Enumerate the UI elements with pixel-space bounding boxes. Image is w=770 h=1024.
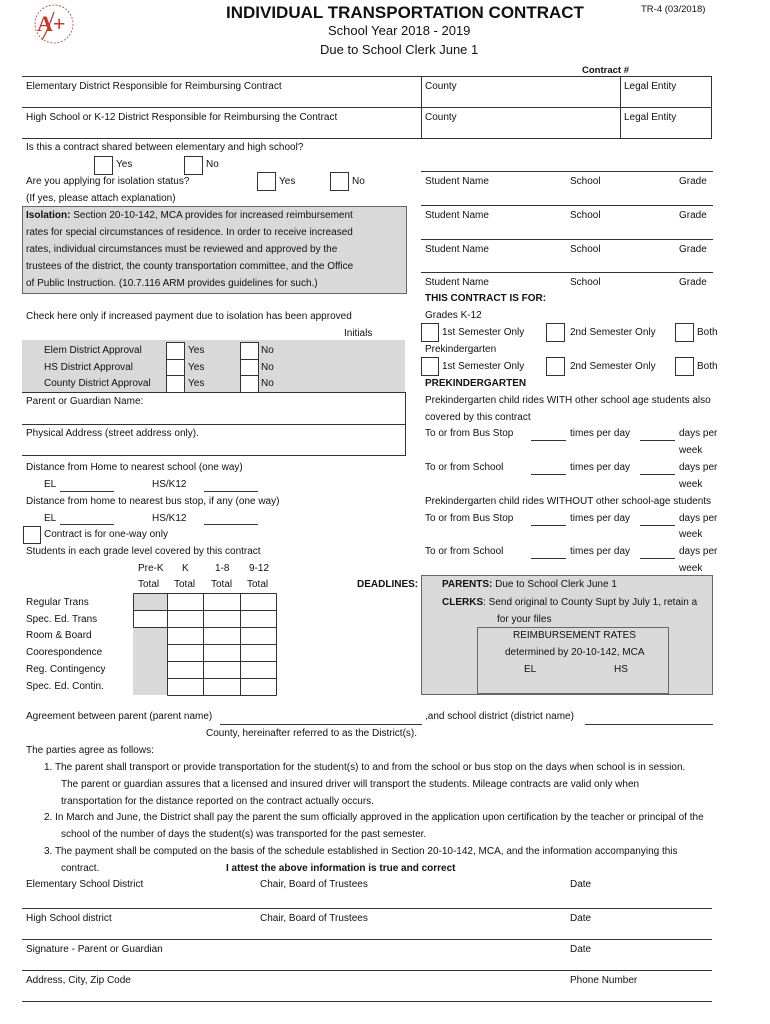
hs-approval-yes-label: Yes <box>188 362 205 373</box>
without-school-times-label: times per day <box>570 546 631 557</box>
isolation-text-1: Isolation: Section 20-10-142, MCA provides for increased reimbursement <box>26 210 353 221</box>
without-bus-stop-times-field[interactable] <box>531 525 566 526</box>
hs-county-label: County <box>425 112 457 123</box>
distance-school-hs-label: HS/K12 <box>152 479 187 490</box>
row-spec-ed-trans: Spec. Ed. Trans <box>26 614 98 625</box>
prek-with-line1: Prekindergarten child rides WITH other school age students also <box>425 395 711 406</box>
school-year: School Year 2018 - 2019 <box>328 23 471 38</box>
student-name-2: Student Name <box>425 210 489 221</box>
logo-mark: A+ <box>37 11 66 36</box>
col-k: K <box>182 563 189 574</box>
attest-statement: I attest the above information is true and correct <box>226 863 456 874</box>
row-regular-trans: Regular Trans <box>26 597 89 608</box>
k12-sem1-label: 1st Semester Only <box>442 327 525 338</box>
sig-line-4[interactable] <box>22 1001 712 1002</box>
without-bus-stop-days-field[interactable] <box>640 525 675 526</box>
without-bus-stop-times-label: times per day <box>570 513 631 524</box>
shared-yes-label: Yes <box>116 159 133 170</box>
agreement-parent-field[interactable] <box>220 724 422 725</box>
elem-legal-entity-label: Legal Entity <box>624 81 677 92</box>
col-1-8-total: Total <box>211 579 233 590</box>
parent-name-label: Parent or Guardian Name: <box>26 396 144 407</box>
elem-county-label: County <box>425 81 457 92</box>
rate-hs-label: HS <box>614 664 628 675</box>
agreement-county-label: County, hereinafter referred to as the District(s). <box>206 728 418 739</box>
without-school-week-label: week <box>679 563 703 574</box>
agreement-district-field[interactable] <box>585 724 713 725</box>
distance-bus-hs-label: HS/K12 <box>152 513 187 524</box>
clause-3a: 3. The payment shall be computed on the basis of the schedule established in Section 20-10-142, MCA, and the information accompanying this <box>44 846 678 857</box>
prek-sem1-label: 1st Semester Only <box>442 361 525 372</box>
isolation-text-5: of Public Instruction. (10.7.116 ARM provides guidelines for such.) <box>26 278 318 289</box>
without-school-times-field[interactable] <box>531 558 566 559</box>
sig-hs-district-label: High School district <box>26 913 112 924</box>
elem-approval-yes-checkbox[interactable] <box>166 342 185 360</box>
county-approval-no-checkbox[interactable] <box>240 375 259 393</box>
with-bus-stop-times-field[interactable] <box>531 440 566 441</box>
form-title: INDIVIDUAL TRANSPORTATION CONTRACT <box>226 3 584 22</box>
without-bus-stop-days-label: days per <box>679 513 718 524</box>
sig-elem-date-label: Date <box>570 879 592 890</box>
student-school-3: School <box>570 244 601 255</box>
form-code: TR-4 (03/2018) <box>641 4 706 15</box>
student-name-4: Student Name <box>425 277 489 288</box>
with-school-label: To or from School <box>425 462 504 473</box>
prek-sem2-checkbox[interactable] <box>546 357 565 376</box>
grades-k12-label: Grades K-12 <box>425 310 482 321</box>
row-correspondence: Coorespondence <box>26 647 103 658</box>
initials-label: Initials <box>344 328 373 339</box>
k12-sem2-label: 2nd Semester Only <box>570 327 656 338</box>
distance-school-hs-field[interactable] <box>204 491 258 492</box>
hs-approval-label: HS District Approval <box>44 362 133 373</box>
col-prek-total: Total <box>138 579 160 590</box>
without-school-label: To or from School <box>425 546 504 557</box>
sig-parent-label: Signature - Parent or Guardian <box>26 944 163 955</box>
county-approval-yes-checkbox[interactable] <box>166 375 185 393</box>
physical-address-label: Physical Address (street address only). <box>26 428 199 439</box>
deadlines-label: DEADLINES: <box>357 579 419 590</box>
prek-without-label: Prekindergarten child rides WITHOUT other school-age students <box>425 496 712 507</box>
distance-school-el-field[interactable] <box>60 491 114 492</box>
student-line-3[interactable] <box>421 239 713 240</box>
contract-number-label: Contract # <box>582 65 629 76</box>
county-approval-no-label: No <box>261 378 274 389</box>
rate-el-label: EL <box>524 664 537 675</box>
agreement-parent-label: Agreement between parent (parent name) <box>26 711 213 722</box>
student-grade-2: Grade <box>679 210 707 221</box>
distance-bus-hs-field[interactable] <box>204 524 258 525</box>
col-9-12-total: Total <box>247 579 269 590</box>
without-school-days-label: days per <box>679 546 718 557</box>
prek-sem2-label: 2nd Semester Only <box>570 361 656 372</box>
contract-for-title: THIS CONTRACT IS FOR: <box>425 293 547 304</box>
sig-hs-date-label: Date <box>570 913 592 924</box>
sig-elem-district-label: Elementary School District <box>26 879 144 890</box>
prek-label: Prekindergarten <box>425 344 497 355</box>
with-bus-stop-days-field[interactable] <box>640 440 675 441</box>
sig-line-1[interactable] <box>22 908 712 909</box>
elem-approval-label: Elem District Approval <box>44 345 142 356</box>
prek-both-checkbox[interactable] <box>675 357 694 376</box>
col-k-total: Total <box>174 579 196 590</box>
hs-legal-entity-label: Legal Entity <box>624 112 677 123</box>
address-city-zip-label: Address, City, Zip Code <box>26 975 131 986</box>
with-school-times-field[interactable] <box>531 474 566 475</box>
isolation-text-4: trustees of the district, the county transportation committee, and the Office <box>26 261 354 272</box>
enrollment-grid[interactable] <box>133 593 277 696</box>
isolation-text-3: rates, individual circumstances must be reviewed and approved by the <box>26 244 338 255</box>
sig-parent-date-label: Date <box>570 944 592 955</box>
student-line-2[interactable] <box>421 205 713 206</box>
elem-district-label: Elementary District Responsible for Reimbursing Contract <box>26 81 282 92</box>
sig-hs-chair-label: Chair, Board of Trustees <box>260 913 368 924</box>
col-1-8: 1-8 <box>215 563 230 574</box>
distance-school-el-label: EL <box>44 479 57 490</box>
row-room-board: Room & Board <box>26 630 92 641</box>
student-school-1: School <box>570 176 601 187</box>
isolation-check-here: Check here only if increased payment due to isolation has been approved <box>26 311 352 322</box>
without-bus-stop-label: To or from Bus Stop <box>425 513 514 524</box>
deadline-parents: PARENTS: Due to School Clerk June 1 <box>442 579 617 590</box>
isolation-yes-label: Yes <box>279 176 296 187</box>
student-grade-4: Grade <box>679 277 707 288</box>
hs-approval-no-label: No <box>261 362 274 373</box>
sig-line-2[interactable] <box>22 939 712 940</box>
with-school-times-label: times per day <box>570 462 631 473</box>
with-bus-stop-times-label: times per day <box>570 428 631 439</box>
elem-approval-no-label: No <box>261 345 274 356</box>
students-each-grade-label: Students in each grade level covered by this contract <box>26 546 261 557</box>
distance-bus-el-label: EL <box>44 513 57 524</box>
k12-sem2-checkbox[interactable] <box>546 323 565 342</box>
prek-both-label: Both <box>697 361 718 372</box>
distance-bus-el-field[interactable] <box>60 524 114 525</box>
parties-agree-label: The parties agree as follows: <box>26 745 154 756</box>
student-school-4: School <box>570 277 601 288</box>
col-prek: Pre-K <box>138 563 164 574</box>
elem-approval-yes-label: Yes <box>188 345 205 356</box>
prekindergarten-title: PREKINDERGARTEN <box>425 378 527 389</box>
prek-sem1-checkbox[interactable] <box>421 357 439 376</box>
student-school-2: School <box>570 210 601 221</box>
with-school-week-label: week <box>679 479 703 490</box>
k12-sem1-checkbox[interactable] <box>421 323 439 342</box>
isolation-question: Are you applying for isolation status? <box>26 176 190 187</box>
shared-yes-checkbox[interactable] <box>94 156 113 175</box>
prek-with-line2: covered by this contract <box>425 412 531 423</box>
reimbursement-rates-determined: determined by 20-10-142, MCA <box>505 647 645 658</box>
county-approval-label: County District Approval <box>44 378 151 389</box>
student-grade-3: Grade <box>679 244 707 255</box>
shared-question: Is this a contract shared between elementary and high school? <box>26 142 304 153</box>
elem-approval-no-checkbox[interactable] <box>240 342 259 360</box>
clause-1a: 1. The parent shall transport or provide transportation for the student(s) to and from the school or bus stop on the days when school is in session. <box>44 762 686 773</box>
agreement-district-label: ,and school district (district name) <box>425 711 574 722</box>
clause-1b: The parent or guardian assures that a licensed and insured driver will transport the students. Mileage contracts are valid only when <box>61 779 640 790</box>
student-line-4[interactable] <box>421 272 713 273</box>
student-name-1: Student Name <box>425 176 489 187</box>
sig-line-3[interactable] <box>22 970 712 971</box>
isolation-no-checkbox[interactable] <box>330 172 349 191</box>
deadline-clerks: CLERKS: Send original to County Supt by July 1, retain a <box>442 597 698 608</box>
deadline-files: for your files <box>497 614 552 625</box>
without-school-days-field[interactable] <box>640 558 675 559</box>
without-bus-stop-week-label: week <box>679 529 703 540</box>
clause-1c: transportation for the distance reported on the contract actually occurs. <box>61 796 374 807</box>
one-way-checkbox[interactable] <box>23 526 41 544</box>
due-date: Due to School Clerk June 1 <box>320 42 479 57</box>
isolation-attach-note: (If yes, please attach explanation) <box>26 193 176 204</box>
distance-school-label: Distance from Home to nearest school (one way) <box>26 462 243 473</box>
one-way-label: Contract is for one-way only <box>44 529 168 540</box>
clause-2b: school of the number of days the student(s) was transported for the past semester. <box>61 829 427 840</box>
row-reg-contingency: Reg. Contingency <box>26 664 106 675</box>
with-school-days-field[interactable] <box>640 474 675 475</box>
clause-3b: contract. <box>61 863 100 874</box>
col-9-12: 9-12 <box>249 563 270 574</box>
shared-no-checkbox[interactable] <box>184 156 203 175</box>
reimbursement-rates-title: REIMBURSEMENT RATES <box>513 630 636 641</box>
k12-both-label: Both <box>697 327 718 338</box>
isolation-yes-checkbox[interactable] <box>257 172 276 191</box>
isolation-no-label: No <box>352 176 365 187</box>
with-school-days-label: days per <box>679 462 718 473</box>
row-spec-ed-contin: Spec. Ed. Contin. <box>26 681 104 692</box>
phone-number-label: Phone Number <box>570 975 638 986</box>
shared-no-label: No <box>206 159 219 170</box>
student-line-1[interactable] <box>421 171 713 172</box>
county-approval-yes-label: Yes <box>188 378 205 389</box>
distance-bus-label: Distance from home to nearest bus stop, if any (one way) <box>26 496 280 507</box>
isolation-text-2: rates for special circumstances of residence. In order to receive increased <box>26 227 353 238</box>
student-grade-1: Grade <box>679 176 707 187</box>
with-bus-stop-week-label: week <box>679 445 703 456</box>
with-bus-stop-days-label: days per <box>679 428 718 439</box>
hs-district-label: High School or K-12 District Responsible for Reimbursing the Contract <box>26 112 338 123</box>
with-bus-stop-label: To or from Bus Stop <box>425 428 514 439</box>
student-name-3: Student Name <box>425 244 489 255</box>
clause-2a: 2. In March and June, the District shall pay the parent the sum officially approved in the application upon certification by the teacher or principal of the <box>44 812 704 823</box>
k12-both-checkbox[interactable] <box>675 323 694 342</box>
sig-elem-chair-label: Chair, Board of Trustees <box>260 879 368 890</box>
